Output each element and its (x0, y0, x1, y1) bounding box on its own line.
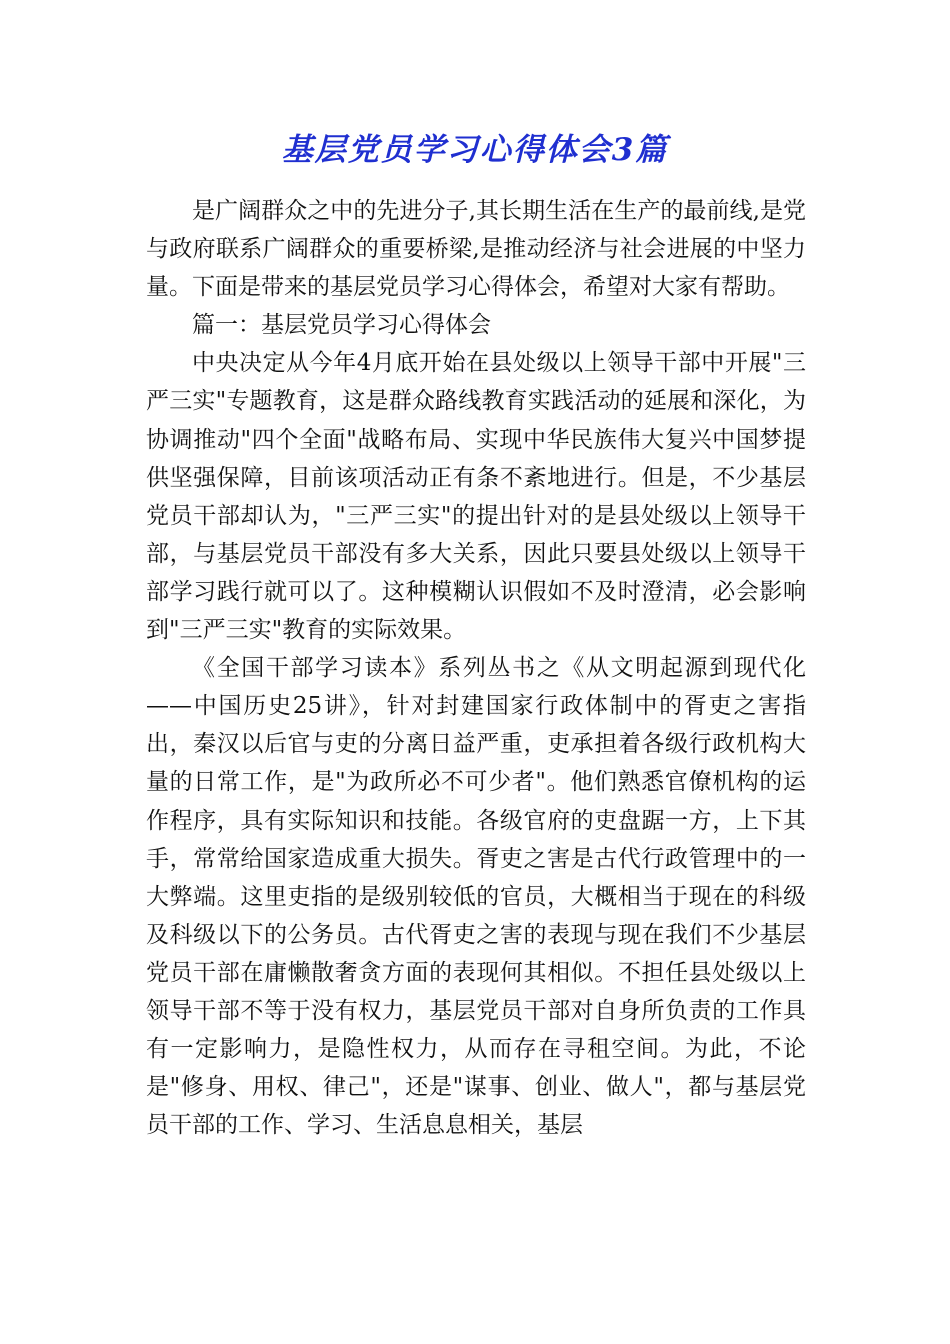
body-paragraph: 《全国干部学习读本》系列丛书之《从文明起源到现代化——中国历史25讲》，针对封建国家行政体制中的胥吏之害指出，秦汉以后官与吏的分离日益严重，吏承担着各级行政机构大量的日常工作，是"为政所必不可少者"。他们熟悉官僚机构的运作程序，具有实际知识和技能。各级官府的吏盘踞一方，上下其手，常常给国家造成重大损失。胥吏之害是古代行政管理中的一大弊端。这里吏指的是级别较低的官员，大概相当于现在的科级及科级以下的公务员。古代胥吏之害的表现与现在我们不少基层党员干部在庸懒散奢贪方面的表现何其相似。不担任县处级以上领导干部不等于没有权力，基层党员干部对自身所负责的工作具有一定影响力，是隐性权力，从而存在寻租空间。为此，不论是"修身、用权、律己"，还是"谋事、创业、做人"，都与基层党员干部的工作、学习、生活息息相关，基层 (146, 655, 806, 1139)
section-heading: 篇一：基层党员学习心得体会 (192, 312, 491, 339)
document-title: 基层党员学习心得体会3篇 (281, 132, 669, 168)
document-body (146, 192, 806, 1144)
body-paragraph: 中央决定从今年4月底开始在县处级以上领导干部中开展"三严三实"专题教育，这是群众路线教育实践活动的延展和深化，为协调推动"四个全面"战略布局、实现中华民族伟大复兴中国梦提供坚强保障，目前该项活动正有条不紊地进行。但是，不少基层党员干部却认为，"三严三实"的提出针对的是县处级以上领导干部，与基层党员干部没有多大关系，因此只要县处级以上领导干部学习践行就可以了。这种模糊认识假如不及时澄清，必会影响到"三严三实"教育的实际效果。 (146, 350, 806, 644)
intro-paragraph: 是广阔群众之中的先进分子,其长期生活在生产的最前线,是党与政府联系广阔群众的重要桥梁,是推动经济与社会进展的中坚力量。下面是带来的基层党员学习心得体会，希望对大家有帮助。 (146, 198, 806, 301)
